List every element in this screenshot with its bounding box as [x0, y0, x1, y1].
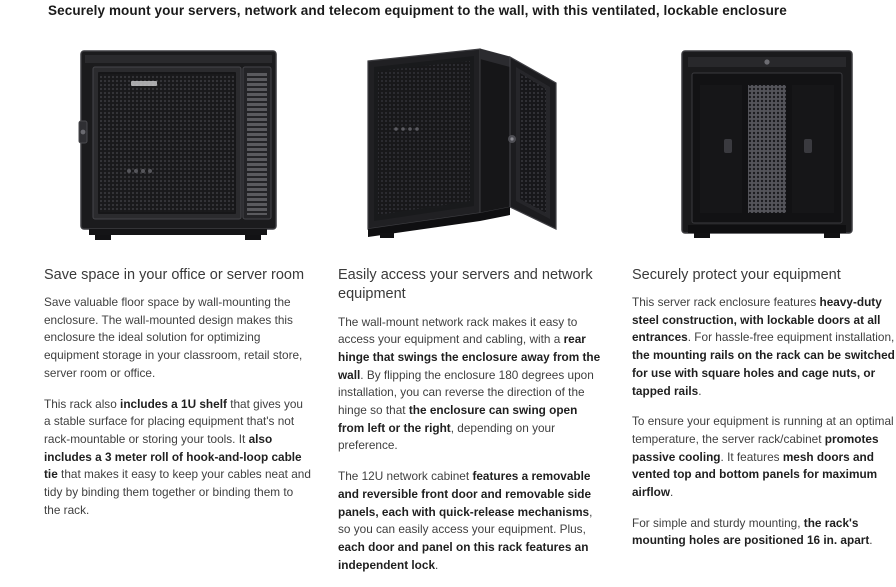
feature-body-3	[632, 294, 896, 550]
rack-front-closed-illustration	[71, 43, 286, 243]
body-text: Save valuable floor space by wall-mounting the enclosure. The wall-mounted design makes this enclosure the ideal solution for optimizing equipment storage in your classroom, retail store, server room or office.	[44, 295, 303, 380]
feature-column-1	[44, 34, 312, 587]
body-text: . It features	[720, 449, 783, 464]
body-text: , so you can easily access your equipment. Plus,	[338, 504, 593, 537]
feature-title: Save space in your office or server room	[44, 266, 305, 283]
feature-body-1	[44, 294, 312, 519]
emphasis-text: promotes passive cooling	[632, 431, 879, 464]
body-text: .	[869, 533, 873, 548]
wall-mount-rack-front-vented-photo	[632, 34, 896, 252]
body-text: that gives you a stable surface for placing equipment that's not rack-mountable or storing your tools. It	[44, 396, 303, 446]
body-text: This rack also	[44, 396, 121, 411]
feature-title: Easily access your servers and network equipment	[338, 266, 593, 303]
feature-body-2	[338, 314, 606, 575]
feature-columns	[44, 34, 895, 587]
feature-column-3	[632, 34, 896, 587]
body-text: that makes it easy to keep your cables neat and tidy by binding them together or binding them to the rack.	[44, 467, 311, 517]
emphasis-text: the enclosure can swing open from left or the right	[338, 403, 578, 435]
emphasis-text: features a removable and reversible front door and removable side panels, each with quick-release mechanisms	[338, 469, 592, 519]
body-text: For simple and sturdy mounting,	[632, 515, 804, 530]
emphasis-text: includes a 1U shelf	[120, 396, 227, 411]
emphasis-text: the mounting rails on the rack can be switched for use with square holes and cage nuts, or tapped rails	[632, 348, 895, 398]
emphasis-text: the rack's mounting holes are positioned 16 in. apart	[632, 515, 870, 548]
body-text: This server rack enclosure features	[632, 295, 820, 310]
feature-column-2	[338, 34, 606, 587]
emphasis-text: mesh doors and vented top and bottom panels for maximum airflow	[632, 449, 878, 499]
emphasis-text: heavy-duty steel construction, with lockable doors at all entrances	[632, 295, 882, 345]
emphasis-text: rear hinge that swings the enclosure away from the wall	[338, 332, 601, 382]
body-text: . For hassle-free equipment installation,	[687, 330, 895, 345]
body-text: To ensure your equipment is running at an optimal temperature, the server rack/cabinet	[632, 414, 894, 446]
page-title: Securely mount your servers, network and telecom equipment to the wall, with this ventilated, lockable enclosure	[48, 3, 787, 18]
feature-paragraph	[44, 294, 312, 382]
feature-paragraph	[632, 294, 896, 400]
body-text: .	[435, 557, 439, 572]
rack-front-vented-illustration	[664, 43, 869, 243]
body-text: The 12U network cabinet	[338, 469, 473, 484]
body-text: . By flipping the enclosure 180 degrees upon installation, you can reverse the direction of the hinge so that	[338, 367, 594, 418]
feature-paragraph	[338, 468, 606, 574]
feature-paragraph	[632, 413, 896, 501]
body-text: .	[670, 484, 674, 499]
body-text: The wall-mount network rack makes it easy to access your equipment and cabling, with a	[338, 314, 578, 347]
feature-paragraph	[44, 396, 312, 520]
feature-paragraph	[632, 515, 896, 550]
feature-title: Securely protect your equipment	[632, 266, 841, 283]
body-text: , depending on your preference.	[338, 420, 556, 453]
emphasis-text: each door and panel on this rack features an independent lock	[338, 539, 589, 572]
emphasis-text: also includes a 3 meter roll of hook-and-loop cable tie	[44, 431, 302, 482]
rack-door-open-illustration	[360, 43, 585, 243]
feature-paragraph	[338, 314, 606, 456]
wall-mount-rack-door-open-angle-photo	[338, 34, 606, 252]
wall-mount-rack-front-closed-photo	[44, 34, 312, 252]
body-text: .	[698, 383, 702, 398]
